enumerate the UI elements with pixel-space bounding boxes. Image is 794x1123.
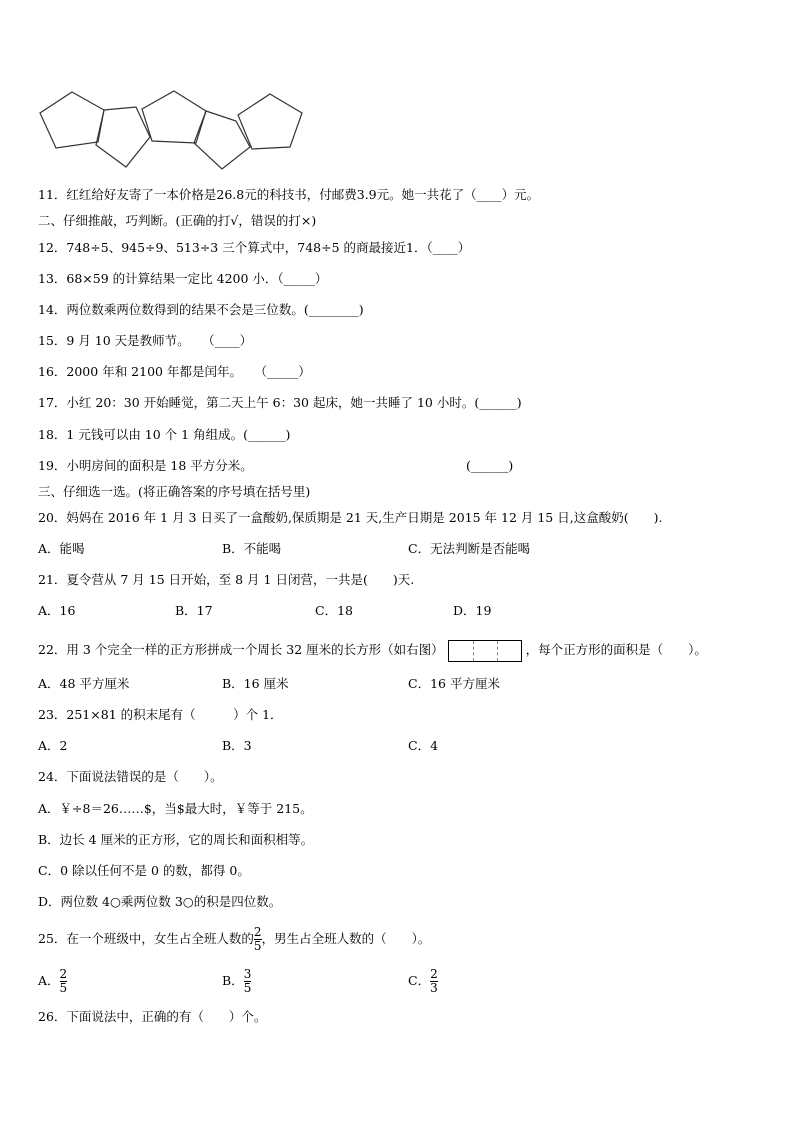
pentagon-figure bbox=[30, 85, 320, 175]
question-12: 12．748÷5、945÷9、513÷3 三个算式中，748÷5 的商最接近1．（____） bbox=[38, 240, 471, 255]
q23-option-a: A．2 bbox=[38, 738, 68, 753]
q21-option-b: B．17 bbox=[175, 603, 213, 618]
question-23: 23．251×81 的积末尾有（ ）个 1． bbox=[38, 707, 283, 722]
section-2-title: 二、仔细推敲，巧判断。(正确的打√，错误的打×) bbox=[38, 213, 317, 228]
section-3-title: 三、仔细选一选。(将正确答案的序号填在括号里) bbox=[38, 484, 311, 499]
question-20: 20．妈妈在 2016 年 1 月 3 日买了一盒酸奶,保质期是 21 天,生产日期是 2015 年 12 月 15 日,这盒酸奶( ). bbox=[38, 510, 663, 525]
q25-option-a: A． $\frac{2}{5}$ bbox=[38, 967, 68, 995]
q22-option-b: B．16 厘米 bbox=[222, 676, 289, 691]
q20-option-a: A．能喝 bbox=[38, 541, 85, 556]
question-17: 17．小红 20：30 开始睡觉，第二天上午 6：30 起床，她一共睡了 10 小时。(______) bbox=[38, 395, 522, 410]
q25-option-b: B． $\frac{3}{5}$ bbox=[222, 967, 252, 995]
question-25 bbox=[38, 922, 430, 956]
pentagon-5 bbox=[238, 94, 302, 149]
q22-option-a: A．48 平方厘米 bbox=[38, 676, 130, 691]
question-25-tail: ，男生占全班人数的（ ）。 bbox=[261, 931, 431, 946]
pentagon-1 bbox=[40, 92, 104, 148]
question-18: 18．1 元钱可以由 10 个 1 角组成。(______) bbox=[38, 427, 291, 442]
q25-fraction: $\frac{2}{5}$ bbox=[253, 925, 262, 953]
q24-option-b: B．边长 4 厘米的正方形，它的周长和面积相等。 bbox=[38, 832, 314, 847]
q22-option-c: C．16 平方厘米 bbox=[408, 676, 500, 691]
question-22 bbox=[38, 638, 707, 662]
three-squares-rectangle bbox=[448, 640, 522, 662]
pentagon-2 bbox=[96, 107, 150, 167]
q25-option-a-fraction: $\frac{2}{5}$ bbox=[59, 967, 68, 995]
question-21: 21．夏令营从 7 月 15 日开始，至 8 月 1 日闭营，一共是( )天. bbox=[38, 572, 415, 587]
q20-option-b: B．不能喝 bbox=[222, 541, 282, 556]
question-24: 24．下面说法错误的是（ ）。 bbox=[38, 769, 223, 784]
q20-option-c: C．无法判断是否能喝 bbox=[408, 541, 531, 556]
q23-option-b: B．3 bbox=[222, 738, 252, 753]
q25-option-b-fraction: $\frac{3}{5}$ bbox=[243, 967, 252, 995]
question-14: 14．两位数乘两位数得到的结果不会是三位数。(________) bbox=[38, 302, 364, 317]
question-19: 19．小明房间的面积是 18 平方分米。 bbox=[38, 458, 253, 473]
question-22-tail: ，每个正方形的面积是（ ）。 bbox=[525, 642, 707, 657]
q21-option-a: A．16 bbox=[38, 603, 76, 618]
question-15: 15．9 月 10 天是教师节。 （____） bbox=[38, 333, 253, 348]
question-26: 26．下面说法中，正确的有（ ）个。 bbox=[38, 1009, 267, 1024]
question-19-blank: (______) bbox=[466, 458, 514, 473]
q24-option-a: A．￥÷8＝26……$，当$最大时，￥等于 215。 bbox=[38, 801, 313, 816]
q21-option-d: D．19 bbox=[453, 603, 492, 618]
q23-option-c: C．4 bbox=[408, 738, 439, 753]
question-11: 11．红红给好友寄了一本价格是26.8元的科技书，付邮费3.9元。她一共花了（____）元。 bbox=[38, 187, 540, 202]
question-16: 16．2000 年和 2100 年都是闰年。 （_____） bbox=[38, 364, 311, 379]
question-25-text: 25．在一个班级中，女生占全班人数的 bbox=[38, 931, 254, 946]
pentagon-4 bbox=[194, 111, 250, 169]
question-22-text: 22．用 3 个完全一样的正方形拼成一个周长 32 厘米的长方形（如右图） bbox=[38, 642, 444, 657]
q25-option-c-fraction: $\frac{2}{3}$ bbox=[430, 967, 438, 995]
q24-option-d: D．两位数 4○乘两位数 3○的积是四位数。 bbox=[38, 894, 282, 909]
question-13: 13．68×59 的计算结果一定比 4200 小．（_____） bbox=[38, 271, 328, 286]
q24-option-c: C．0 除以任何不是 0 的数，都得 0。 bbox=[38, 863, 250, 878]
q25-option-c: C． $\frac{2}{3}$ bbox=[408, 967, 438, 995]
q21-option-c: C．18 bbox=[315, 603, 353, 618]
